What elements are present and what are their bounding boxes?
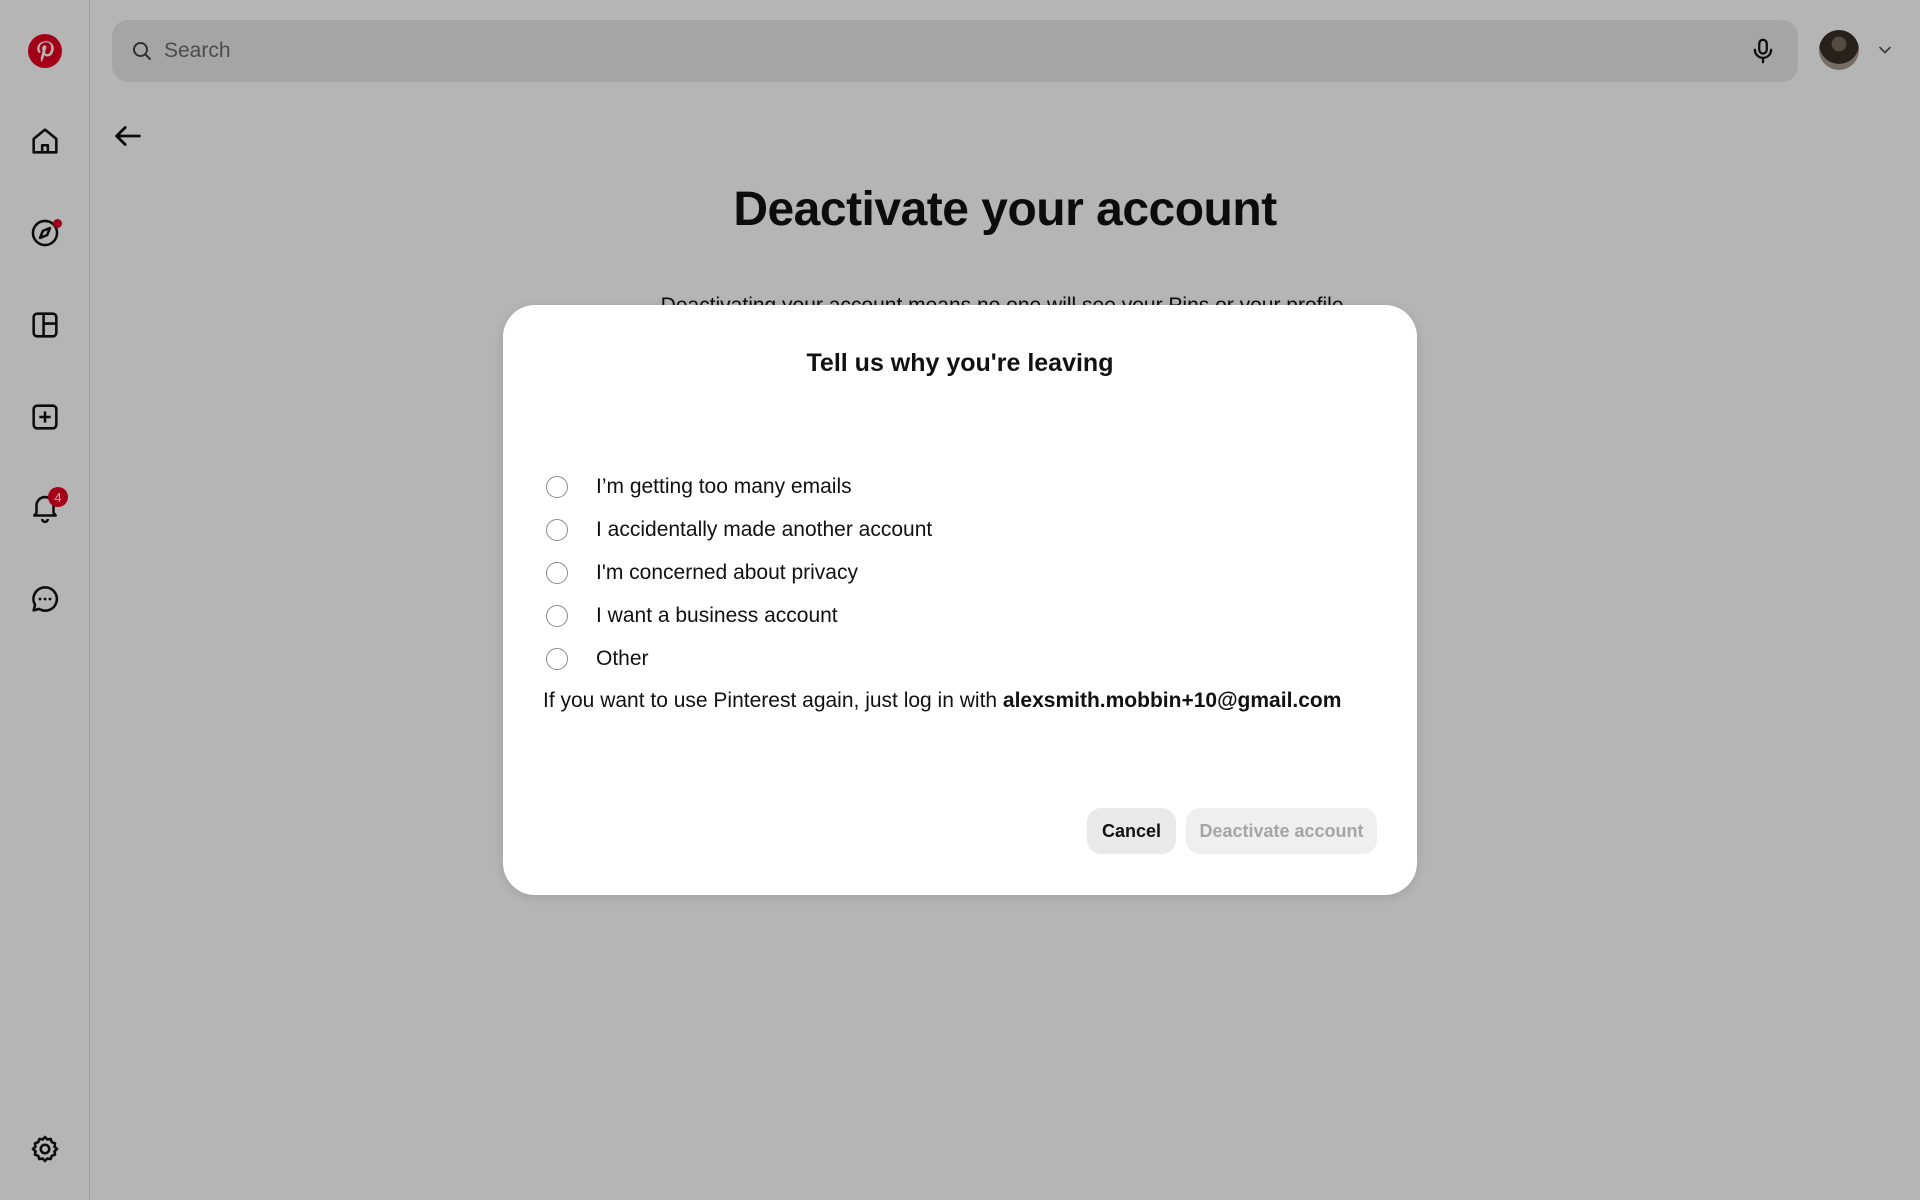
reason-label: I'm concerned about privacy — [596, 560, 858, 584]
page-title: Deactivate your account — [733, 183, 1277, 236]
notification-count-badge: 4 — [48, 487, 68, 507]
radio-button[interactable] — [546, 562, 568, 584]
reason-options — [546, 465, 932, 680]
login-note — [543, 689, 1341, 713]
reason-label: Other — [596, 646, 649, 670]
login-note-text: If you want to use Pinterest again, just log in with — [543, 689, 1003, 712]
reason-label: I’m getting too many emails — [596, 474, 852, 498]
cancel-button[interactable]: Cancel — [1087, 808, 1176, 854]
deactivate-reason-dialog — [503, 305, 1417, 895]
reason-option-too-many-emails[interactable] — [546, 465, 932, 508]
radio-button[interactable] — [546, 476, 568, 498]
reason-option-business-account[interactable] — [546, 594, 932, 637]
login-email: alexsmith.mobbin+10@gmail.com — [1002, 689, 1342, 712]
deactivate-account-button[interactable]: Deactivate account — [1186, 808, 1377, 854]
radio-button[interactable] — [546, 648, 568, 670]
reason-label: I accidentally made another account — [596, 517, 933, 541]
reason-option-other[interactable] — [546, 637, 932, 680]
reason-label: I want a business account — [596, 603, 838, 627]
reason-option-privacy[interactable] — [546, 551, 932, 594]
radio-button[interactable] — [546, 519, 568, 541]
reason-option-another-account[interactable] — [546, 508, 932, 551]
radio-button[interactable] — [546, 605, 568, 627]
dialog-title: Tell us why you're leaving — [806, 349, 1114, 377]
